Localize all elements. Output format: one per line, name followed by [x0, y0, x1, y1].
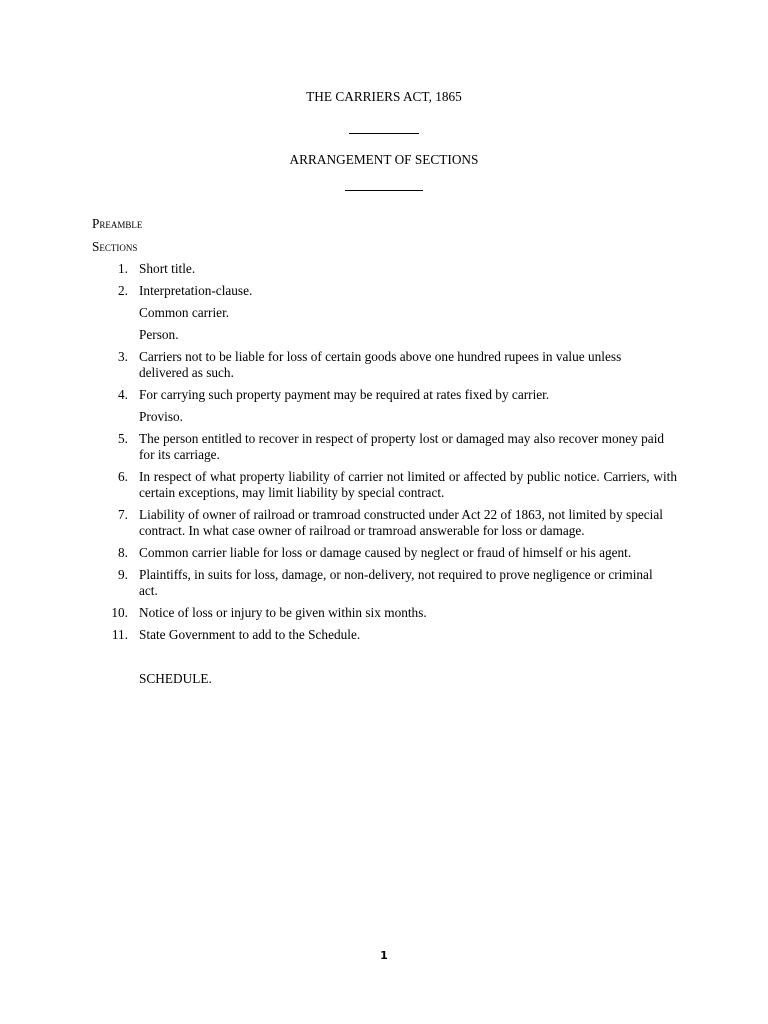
section-item — [92, 567, 677, 599]
section-text: Short title. — [139, 261, 196, 276]
section-number: 1. — [118, 261, 128, 276]
section-text: Common carrier liable for loss or damage caused by neglect or fraud of himself or his agent. — [139, 545, 632, 560]
section-text: Carriers not to be liable for loss of certain goods above one hundred rupees in value unless delivered as such. — [139, 349, 622, 380]
section-item — [92, 545, 677, 561]
sections-list — [92, 261, 677, 649]
document-subtitle: ARRANGEMENT OF SECTIONS — [289, 152, 479, 167]
section-item — [92, 605, 677, 621]
sections-label: Sections — [92, 239, 138, 254]
title-divider — [349, 133, 419, 134]
section-subitem — [92, 305, 677, 321]
section-text: Interpretation-clause. — [139, 283, 253, 298]
section-subitem — [92, 327, 677, 343]
section-number: 5. — [118, 431, 128, 446]
section-number: 2. — [118, 283, 128, 298]
section-text: Proviso. — [139, 409, 183, 424]
section-item — [92, 431, 677, 463]
section-text: Person. — [139, 327, 179, 342]
section-item — [92, 387, 677, 403]
document-title: THE CARRIERS ACT, 1865 — [306, 89, 462, 104]
section-number: 4. — [118, 387, 128, 402]
section-item — [92, 469, 677, 501]
section-number: 11. — [111, 627, 128, 642]
section-number: 10. — [111, 605, 128, 620]
section-text: Notice of loss or injury to be given within six months. — [139, 605, 427, 620]
subtitle-divider — [345, 190, 423, 191]
section-number: 3. — [118, 349, 128, 364]
page-number: 1 — [380, 949, 388, 962]
section-item — [92, 349, 677, 381]
section-text: Common carrier. — [139, 305, 230, 320]
section-text: For carrying such property payment may be required at rates fixed by carrier. — [139, 387, 550, 402]
section-item — [92, 627, 677, 643]
section-text: The person entitled to recover in respect of property lost or damaged may also recover money paid for its carriage. — [139, 431, 665, 462]
section-item — [92, 507, 677, 539]
schedule-label: SCHEDULE. — [139, 671, 212, 686]
section-number: 8. — [118, 545, 128, 560]
section-number: 7. — [118, 507, 128, 522]
section-number: 6. — [118, 469, 128, 484]
section-text: State Government to add to the Schedule. — [139, 627, 361, 642]
section-item — [92, 283, 677, 299]
section-text: In respect of what property liability of carrier not limited or affected by public notice. Carriers, with certain exceptions, may limit liability by special contract. — [139, 469, 677, 500]
section-text: Plaintiffs, in suits for loss, damage, or non-delivery, not required to prove negligence or criminal act. — [139, 567, 653, 598]
section-item — [92, 261, 677, 277]
section-number: 9. — [118, 567, 128, 582]
preamble-label: Preamble — [92, 216, 143, 231]
section-subitem — [92, 409, 677, 425]
section-text: Liability of owner of railroad or tramroad constructed under Act 22 of 1863, not limited by special contract. In what case owner of railroad or tramroad answerable for loss or damage. — [139, 507, 663, 538]
